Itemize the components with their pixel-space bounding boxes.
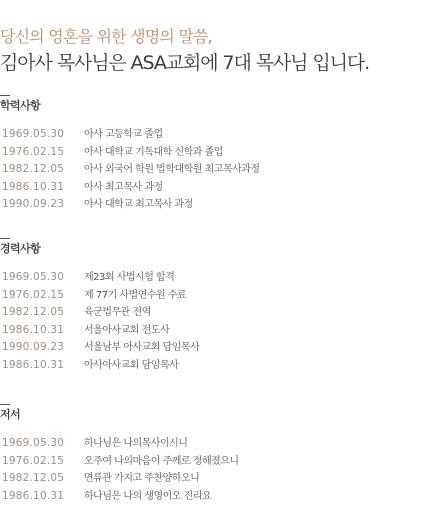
section-title: 저서 — [0, 408, 21, 421]
item-date: 1986.10.31 — [2, 180, 65, 193]
section-title: 경력사항 — [0, 242, 41, 255]
item-date: 1982.12.05 — [2, 163, 65, 176]
item-text: 서울남부 아사교회 담임목사 — [84, 342, 200, 354]
item-text: 면류관 가지고 주찬양하오니 — [84, 473, 200, 485]
item-date: 1990.09.23 — [2, 341, 65, 354]
item-date: 1986.10.31 — [2, 358, 65, 371]
item-text: 하나님은 나의목사이시니 — [84, 438, 188, 449]
list-item — [0, 266, 199, 284]
section-career — [0, 238, 199, 372]
item-text: 제 77기 사법연수원 수료 — [84, 289, 187, 301]
item-date: 1969.05.30 — [2, 128, 65, 140]
item-date: 1982.12.05 — [2, 472, 65, 485]
item-date: 1990.09.23 — [2, 198, 65, 211]
headline-title: 김아사 목사님은 ASA교회에 7대 목사님 입니다. — [0, 52, 370, 74]
item-date: 1976.02.15 — [2, 145, 65, 158]
item-text: 서울아사교회 전도사 — [84, 324, 170, 336]
list-item — [0, 354, 199, 372]
item-text: 오주여 나의마음이 주께로 정해졌으니 — [84, 455, 239, 467]
list-item — [0, 193, 260, 211]
item-date: 1986.10.31 — [2, 489, 65, 502]
item-text: 하나님은 나의 생명이오 진리요 — [84, 490, 212, 502]
item-text: 아사 대학교 기독대학 신학과 졸업 — [84, 146, 223, 158]
list-item — [0, 450, 239, 468]
section-books — [0, 404, 239, 502]
list-item — [0, 123, 260, 141]
list-item — [0, 141, 260, 159]
item-text: 제23회 사법시험 합격 — [84, 272, 175, 283]
item-date: 1969.05.30 — [2, 271, 65, 283]
item-text: 아사 대학교 최고목사 과정 — [84, 199, 193, 211]
section-divider — [0, 404, 10, 405]
list-item — [0, 432, 239, 450]
item-text: 육군법무관 전역 — [84, 307, 151, 319]
item-text: 아사 고등학교 졸업 — [84, 129, 163, 140]
item-date: 1969.05.30 — [2, 437, 65, 449]
item-date: 1976.02.15 — [2, 454, 65, 467]
list-item — [0, 485, 239, 503]
list-item — [0, 158, 260, 176]
item-text: 아사아사교회 담임목사 — [84, 359, 179, 371]
section-title: 학력사항 — [0, 99, 41, 112]
section-divider — [0, 238, 10, 239]
section-education — [0, 95, 260, 211]
item-date: 1976.02.15 — [2, 288, 65, 301]
item-date: 1986.10.31 — [2, 323, 65, 336]
headline-subtitle: 당신의 영혼을 위한 생명의 말씀, — [0, 27, 212, 46]
list-item — [0, 319, 199, 337]
list-item — [0, 284, 199, 302]
headline — [0, 26, 369, 76]
list-item — [0, 336, 199, 354]
section-divider — [0, 95, 10, 96]
item-text: 아사 최고목사 과정 — [84, 181, 163, 193]
item-date: 1982.12.05 — [2, 306, 65, 319]
item-text: 아사 외국어 학원 법학대학원 최고목사과정 — [84, 164, 260, 176]
